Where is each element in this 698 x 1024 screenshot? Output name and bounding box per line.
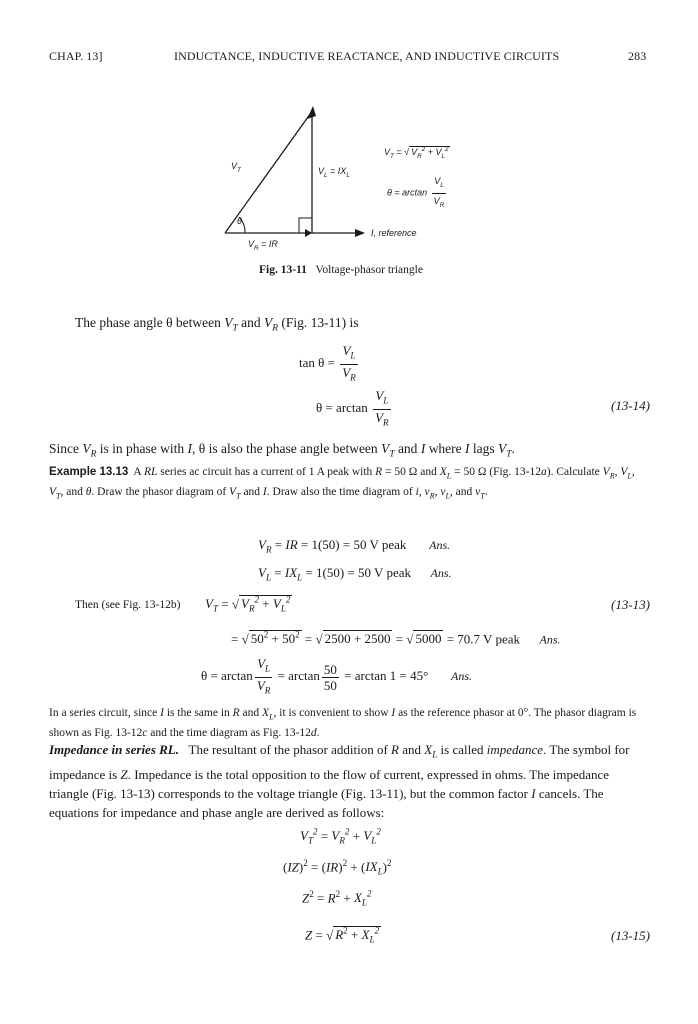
- z-squared-eq: $Z^2 = R^2 + X_L^2$: [302, 889, 372, 908]
- theta-calc: θ = arctan $\frac{V_L}{V_R}$ = arctan $\frac{50}{50}$ = arctan 1 = 45° Ans.: [201, 656, 473, 696]
- tan-equation: tan θ = $\frac{V_L}{V_R}$: [299, 343, 356, 383]
- page-number: 283: [628, 49, 647, 63]
- impedance-paragraph: Impedance in series RL. The resultant of the phasor addition of R and $X_L$ is called impedance. The symbol for impedance is Z. Impedance is the total opposition to the flow of current, expressed in ohms. The impedance triangle (Fig. 13-13) corresponds to the voltage triangle (Fig. 13-11), but the common factor I cancels. The equations for impedance and phase angle are derived as follows:: [49, 742, 630, 820]
- theta-label: θ: [237, 216, 242, 226]
- vt-label: $V_T$: [231, 161, 241, 174]
- z-sqrt-eq: Z = √ $R^2 + X_L^2$: [305, 926, 380, 945]
- then-label: Then (see Fig. 13-12b): [75, 599, 181, 611]
- sqrt-calc: = √ $50^2 + 50^2$ = √ 2500 + 2500 = √ 5000 = 70.7 V peak Ans.: [231, 630, 561, 647]
- vr-calc: $V_R$ = IR = 1(50) = 50 V peak Ans.: [258, 537, 451, 555]
- equation-number-13-14: (13-14): [611, 398, 650, 413]
- vt-sqrt: $V_T$ = √ $V_R^2 + V_L^2$: [205, 595, 291, 614]
- intro-line: The phase angle θ between $V_T$ and $V_R$ (Fig. 13-11) is: [75, 315, 359, 334]
- reference-label: I, reference: [371, 228, 417, 238]
- theta-formula: θ = arctan $\frac{V_L}{V_R}$: [387, 176, 445, 209]
- running-title: INDUCTANCE, INDUCTIVE REACTANCE, AND INDUCTIVE CIRCUITS: [174, 49, 560, 63]
- vl-label: $V_L = IX_L$: [318, 166, 350, 179]
- vr-label: $V_R$ = IR: [248, 239, 278, 252]
- vt-squared-eq: $V_T^2 = V_R^2 + V_L^2$: [300, 827, 381, 846]
- reference-arrowhead: [355, 229, 365, 237]
- vt-formula: $V_T$ = √ $V_R^2 + V_L^2$: [384, 146, 449, 160]
- chapter-label: CHAP. 13]: [49, 49, 103, 63]
- equation-number-13-13: (13-13): [611, 597, 650, 612]
- series-paragraph: In a series circuit, since I is the same in R and $X_L$, it is convenient to show I as the reference phasor at 0°. The phasor diagram is shown as Fig. 13-12c and the time diagram as Fig. 13-12d.: [49, 707, 637, 740]
- figure-caption: Fig. 13-11 Voltage-phasor triangle: [259, 264, 423, 276]
- example-13-13: Example 13.13 A RL series ac circuit has a current of 1 A peak with R = 50 Ω and $X_L = 50$ Ω (Fig. 13-12a). Calculate $V_R$, $V_L$, $V_T$, and θ. Draw the phasor diagram of $V_T$ and I. Draw also the time diagram of i, $v_R$, $v_L$, and $v_T$.: [49, 466, 635, 501]
- equation-number-13-15: (13-15): [611, 928, 650, 943]
- arctan-equation: θ = arctan $\frac{V_L}{V_R}$: [316, 388, 389, 428]
- vl-calc: $V_L = IX_L = 1(50) = 50$ V peak Ans.: [258, 565, 452, 583]
- iz-squared-eq: $(IZ)^2 = (IR)^2 + (IX_L)^2$: [283, 858, 392, 877]
- since-line: Since $V_R$ is in phase with I, θ is also the phase angle between $V_T$ and I where I lags $V_T$.: [49, 441, 515, 460]
